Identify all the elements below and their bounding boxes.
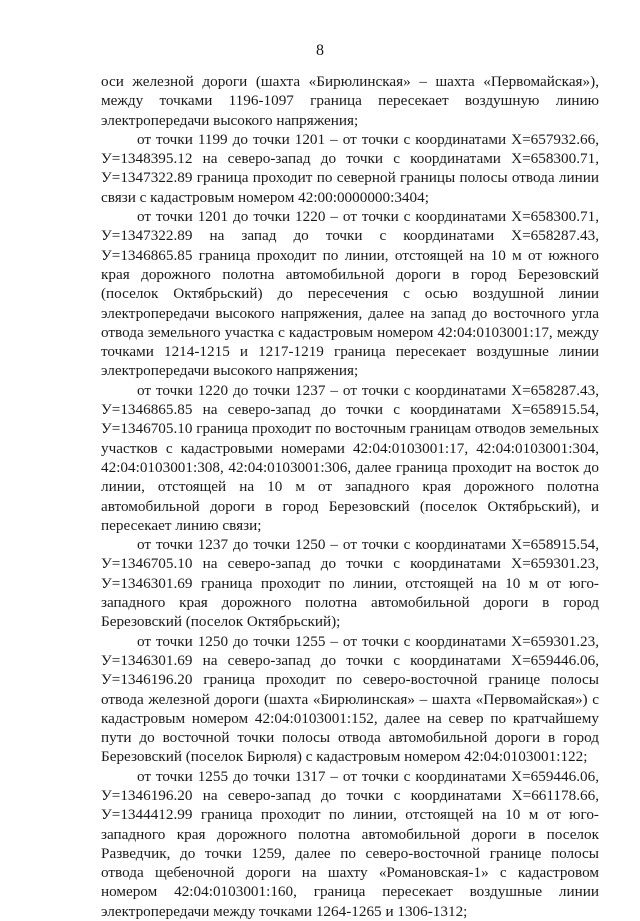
paragraph: от точки 1255 до точки 1317 – от точки с координатами Х=659446.06, У=1346196.20 на северо-запад до точки с координатами Х=661178.66, У=1344412.99 граница проходит по линии, отстоящей на 10 м от юго-западного края дорожного полотна автомобильной дороги в поселок Разведчик, до точки 1259, далее по северо-восточной границе полосы отвода щебеночной дороги на шахту «Романовская-1» с кадастровом номером 42:04:0103001:160, граница пересекает воздушные линии электропередачи между точками 1264-1265 и 1306-1312; xyxy=(101,767,599,920)
document-body xyxy=(101,72,599,921)
paragraph: от точки 1220 до точки 1237 – от точки с координатами Х=658287.43, У=1346865.85 на северо-запад до точки с координатами Х=658915.54, У=1346705.10 граница проходит по восточным границам отводов земельных участков с кадастровыми номерами 42:04:0103001:17, 42:04:0103001:304, 42:04:0103001:308, 42:04:0103001:306, далее граница проходит на восток до линии, отстоящей на 10 м от западного края дорожного полотна автомобильной дороги в город Березовский (поселок Октябрьский), и пересекает линию связи; xyxy=(101,381,599,534)
paragraph: от точки 1250 до точки 1255 – от точки с координатами Х=659301.23, У=1346301.69 на северо-запад до точки с координатами Х=659446.06, У=1346196.20 граница проходит по северо-восточной границе полосы отвода железной дороги (шахта «Бирюлинская» – шахта «Первомайская») с кадастровым номером 42:04:0103001:152, далее на север по кратчайшему пути до восточной точки полосы отвода автомобильной дороги в город Березовский (поселок Бирюля) с кадастровым номером 42:04:0103001:122; xyxy=(101,632,599,766)
page-number: 8 xyxy=(316,42,324,59)
paragraph: оси железной дороги (шахта «Бирюлинская» – шахта «Первомайская»), между точками 1196-1097 граница пересекает воздушную линию электропередачи высокого напряжения; xyxy=(101,73,599,129)
paragraph: от точки 1199 до точки 1201 – от точки с координатами Х=657932.66, У=1348395.12 на северо-запад до точки с координатами Х=658300.71, У=1347322.89 граница проходит по северной границы полосы отвода линии связи с кадастровым номером 42:00:0000000:3404; xyxy=(101,130,599,206)
paragraph: от точки 1237 до точки 1250 – от точки с координатами Х=658915.54, У=1346705.10 на северо-запад до точки с координатами Х=659301.23, У=1346301.69 граница проходит по линии, отстоящей на 10 м от юго-западного края дорожного полотна автомобильной дороги в город Березовский (поселок Октябрьский); xyxy=(101,536,599,631)
paragraph: от точки 1201 до точки 1220 – от точки с координатами Х=658300.71, У=1347322.89 на запад до точки с координатами Х=658287.43, У=1346865.85 граница проходит по линии, отстоящей на 10 м от южного края дорожного полотна автомобильной дороги в город Березовский (поселок Октябрьский) до пересечения с осью воздушной линии электропередачи высокого напряжения, далее на запад до восточного угла отвода земельного участка с кадастровым номером 42:04:0103001:17, между точками 1214-1215 и 1217-1219 граница пересекает воздушные линии электропередачи высокого напряжения; xyxy=(101,208,599,380)
